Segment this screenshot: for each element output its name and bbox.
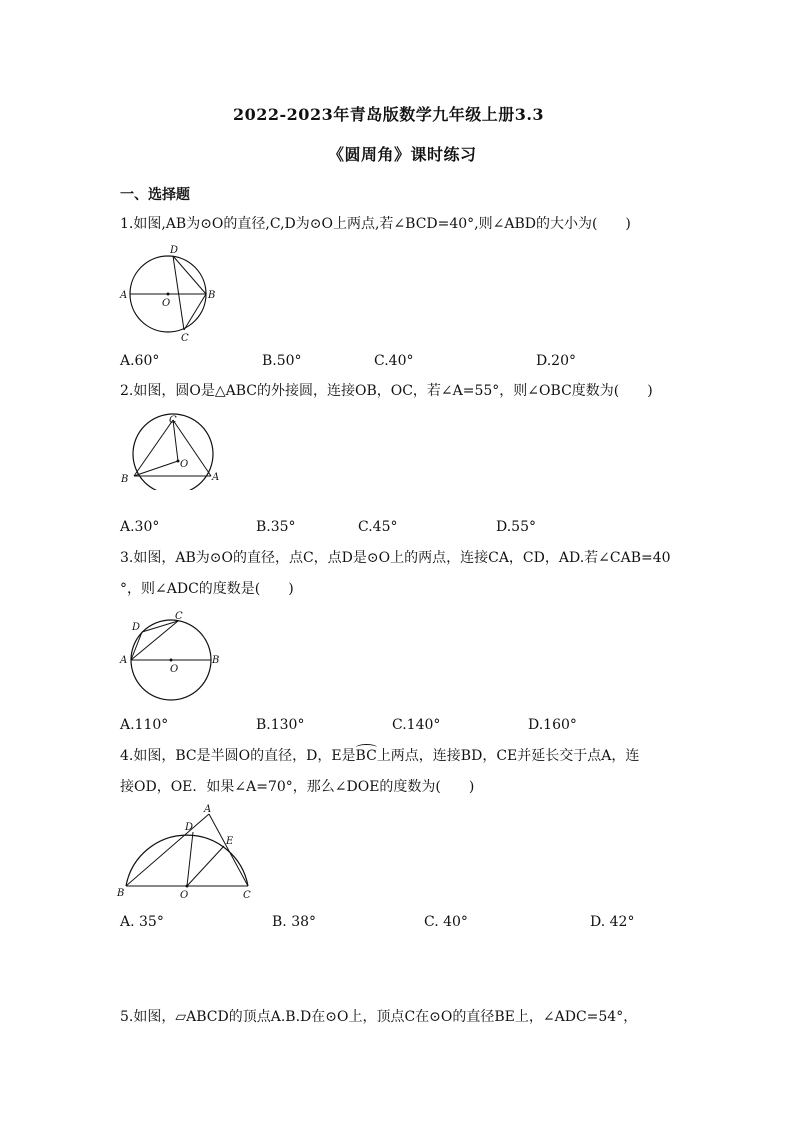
question-3-text-line1: 3.如图，AB为⊙O的直径，点C，点D是⊙O上的两点，连接CA，CD，AD.若∠CAB=40 xyxy=(120,550,671,566)
q2-option-d: D.55° xyxy=(496,519,536,535)
question-4-text-line2: 接OD，OE．如果∠A=70°，那么∠DOE的度数为( ) xyxy=(120,779,475,795)
document-title-line1: 2022-2023年青岛版数学九年级上册3.3 xyxy=(233,105,545,124)
document-title-line2: 《圆周角》课时练习 xyxy=(328,145,477,164)
question-5-text: 5.如图，▱ABCD的顶点A.B.D在⊙O上，顶点C在⊙O的直径BE上，∠ADC=54°， xyxy=(120,1009,638,1025)
q2-option-a: A.30° xyxy=(120,519,160,535)
q4-label-E: E xyxy=(226,836,234,847)
q4-label-B: B xyxy=(117,888,125,899)
question-3-figure xyxy=(116,610,222,702)
question-2-figure xyxy=(118,412,222,490)
q2-label-O: O xyxy=(180,459,189,470)
question-1-figure xyxy=(118,244,218,344)
q2-label-B: B xyxy=(121,474,129,485)
q4-label-C: C xyxy=(243,890,251,901)
q1-option-b: B.50° xyxy=(262,353,302,369)
q3-label-A: A xyxy=(120,655,128,666)
q4-text-part1: 4.如图，BC是半圆O的直径，D，E是 xyxy=(120,748,356,764)
question-1-text: 1.如图,AB为⊙O的直径,C,D为⊙O上两点,若∠BCD=40°,则∠ABD的大小为( ) xyxy=(120,216,631,232)
q2-option-c: C.45° xyxy=(358,519,398,535)
question-4-figure xyxy=(116,802,256,902)
q2-label-C: C xyxy=(169,415,177,426)
q4-label-O: O xyxy=(180,890,189,901)
q3-option-a: A.110° xyxy=(120,717,169,733)
q1-label-O: O xyxy=(162,298,171,309)
q2-option-b: B.35° xyxy=(256,519,296,535)
question-4-text-line1 xyxy=(120,747,639,765)
q1-option-a: A.60° xyxy=(120,353,160,369)
q1-label-D: D xyxy=(170,245,179,256)
q4-option-c: C. 40° xyxy=(424,914,468,930)
q1-label-B: B xyxy=(208,290,216,301)
q3-label-D: D xyxy=(132,622,141,633)
q4-text-part2: 上两点，连接BD，CE并延长交于点A，连 xyxy=(376,748,640,764)
q1-option-d: D.20° xyxy=(536,353,576,369)
q1-label-A: A xyxy=(120,290,128,301)
q3-option-c: C.140° xyxy=(392,717,441,733)
q4-option-a: A. 35° xyxy=(120,914,164,930)
q4-label-D: D xyxy=(185,822,194,833)
q3-option-b: B.130° xyxy=(256,717,305,733)
q3-option-d: D.160° xyxy=(528,717,577,733)
q4-arc-bc: BC xyxy=(355,748,377,764)
question-3-text-line2: °，则∠ADC的度数是( ) xyxy=(120,581,294,597)
q1-label-C: C xyxy=(181,333,189,344)
q3-label-O: O xyxy=(170,664,179,675)
q1-option-c: C.40° xyxy=(374,353,414,369)
question-2-text: 2.如图，圆O是△ABC的外接圆，连接OB，OC，若∠A=55°，则∠OBC度数为( ) xyxy=(120,383,653,399)
q4-option-d: D. 42° xyxy=(590,914,635,930)
q3-label-B: B xyxy=(212,655,220,666)
q3-label-C: C xyxy=(175,611,183,622)
q2-label-A: A xyxy=(212,472,220,483)
section-heading-choice: 一、选择题 xyxy=(120,187,190,203)
q4-label-A: A xyxy=(204,804,212,815)
q4-option-b: B. 38° xyxy=(272,914,317,930)
